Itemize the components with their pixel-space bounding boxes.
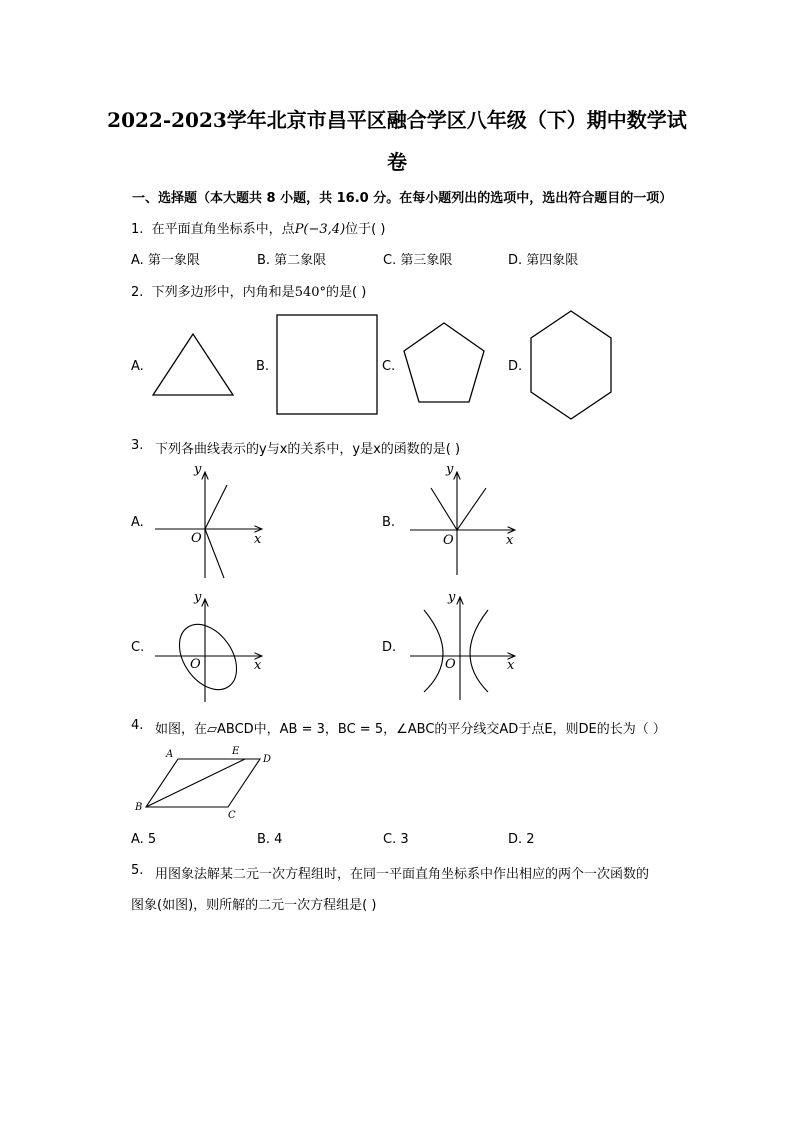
question-5-line1: 用图象法解某二元一次方程组时，在同一平面直角坐标系中作出相应的两个一次函数的 bbox=[155, 867, 650, 882]
y-axis-label: y bbox=[194, 590, 202, 605]
origin-label: O bbox=[190, 657, 201, 672]
question-text: 在平面直角坐标系中，点 bbox=[151, 222, 295, 237]
x-axis-label: x bbox=[506, 533, 514, 548]
x-axis-label: x bbox=[507, 658, 515, 673]
page-title-continued: 卷 bbox=[387, 150, 407, 174]
point-label: P(−3,4) bbox=[294, 222, 346, 237]
point-e-label: E bbox=[232, 746, 240, 757]
y-axis-label: y bbox=[194, 462, 202, 477]
point-c-label: C bbox=[228, 810, 236, 821]
question-number: 2. bbox=[131, 285, 144, 300]
graph-d-label[interactable]: D. bbox=[382, 640, 397, 655]
origin-label: O bbox=[443, 533, 454, 548]
point-d-label: D bbox=[263, 754, 272, 765]
question-5-line2: 图象(如图)，则所解的二元一次方程组是( ) bbox=[131, 898, 377, 913]
question-number: 1. bbox=[131, 222, 144, 237]
option-b[interactable]: B. 4 bbox=[257, 832, 283, 847]
graph-b-label[interactable]: B. bbox=[382, 515, 396, 530]
option-d[interactable]: D. 第四象限 bbox=[508, 253, 579, 268]
x-axis-label: x bbox=[254, 658, 262, 673]
page-title: 2022-2023学年北京市昌平区融合学区八年级（下）期中数学试 bbox=[107, 108, 687, 132]
question-4: 如图，在▱ABCD中，AB = 3，BC = 5，∠ABC的平分线交AD于点E，则DE的长为（ ） bbox=[155, 722, 666, 737]
option-a[interactable]: A. 第一象限 bbox=[131, 253, 200, 268]
option-a-label[interactable]: A. bbox=[131, 359, 144, 374]
option-b-label[interactable]: B. bbox=[256, 359, 270, 374]
question-number: 4. bbox=[131, 718, 144, 733]
angle-value: 540° bbox=[294, 285, 327, 300]
option-d[interactable]: D. 2 bbox=[508, 832, 535, 847]
x-axis-label: x bbox=[254, 532, 262, 547]
graph-c-label[interactable]: C. bbox=[131, 640, 145, 655]
origin-label: O bbox=[191, 531, 202, 546]
question-3: 下列各曲线表示的y与x的关系中，y是x的函数的是( ) bbox=[155, 442, 461, 457]
question-number: 5. bbox=[131, 863, 144, 878]
point-b-label: B bbox=[135, 802, 143, 813]
point-a-label: A bbox=[166, 749, 174, 760]
option-b[interactable]: B. 第二象限 bbox=[257, 253, 327, 268]
question-text: 下列多边形中，内角和是 bbox=[151, 285, 295, 300]
option-c[interactable]: C. 第三象限 bbox=[383, 253, 453, 268]
section-header: 一、选择题（本大题共 8 小题，共 16.0 分。在每小题列出的选项中，选出符合题目的一项） bbox=[132, 191, 673, 206]
option-c[interactable]: C. 3 bbox=[383, 832, 409, 847]
graph-a-label[interactable]: A. bbox=[131, 515, 144, 530]
y-axis-label: y bbox=[448, 590, 456, 605]
y-axis-label: y bbox=[446, 462, 454, 477]
origin-label: O bbox=[445, 657, 456, 672]
option-d-label[interactable]: D. bbox=[508, 359, 523, 374]
question-text-end: 位于( ) bbox=[345, 222, 386, 237]
option-c-label[interactable]: C. bbox=[382, 359, 396, 374]
question-number: 3. bbox=[131, 438, 144, 453]
option-a[interactable]: A. 5 bbox=[131, 832, 157, 847]
question-text-end: 的是( ) bbox=[326, 285, 367, 300]
